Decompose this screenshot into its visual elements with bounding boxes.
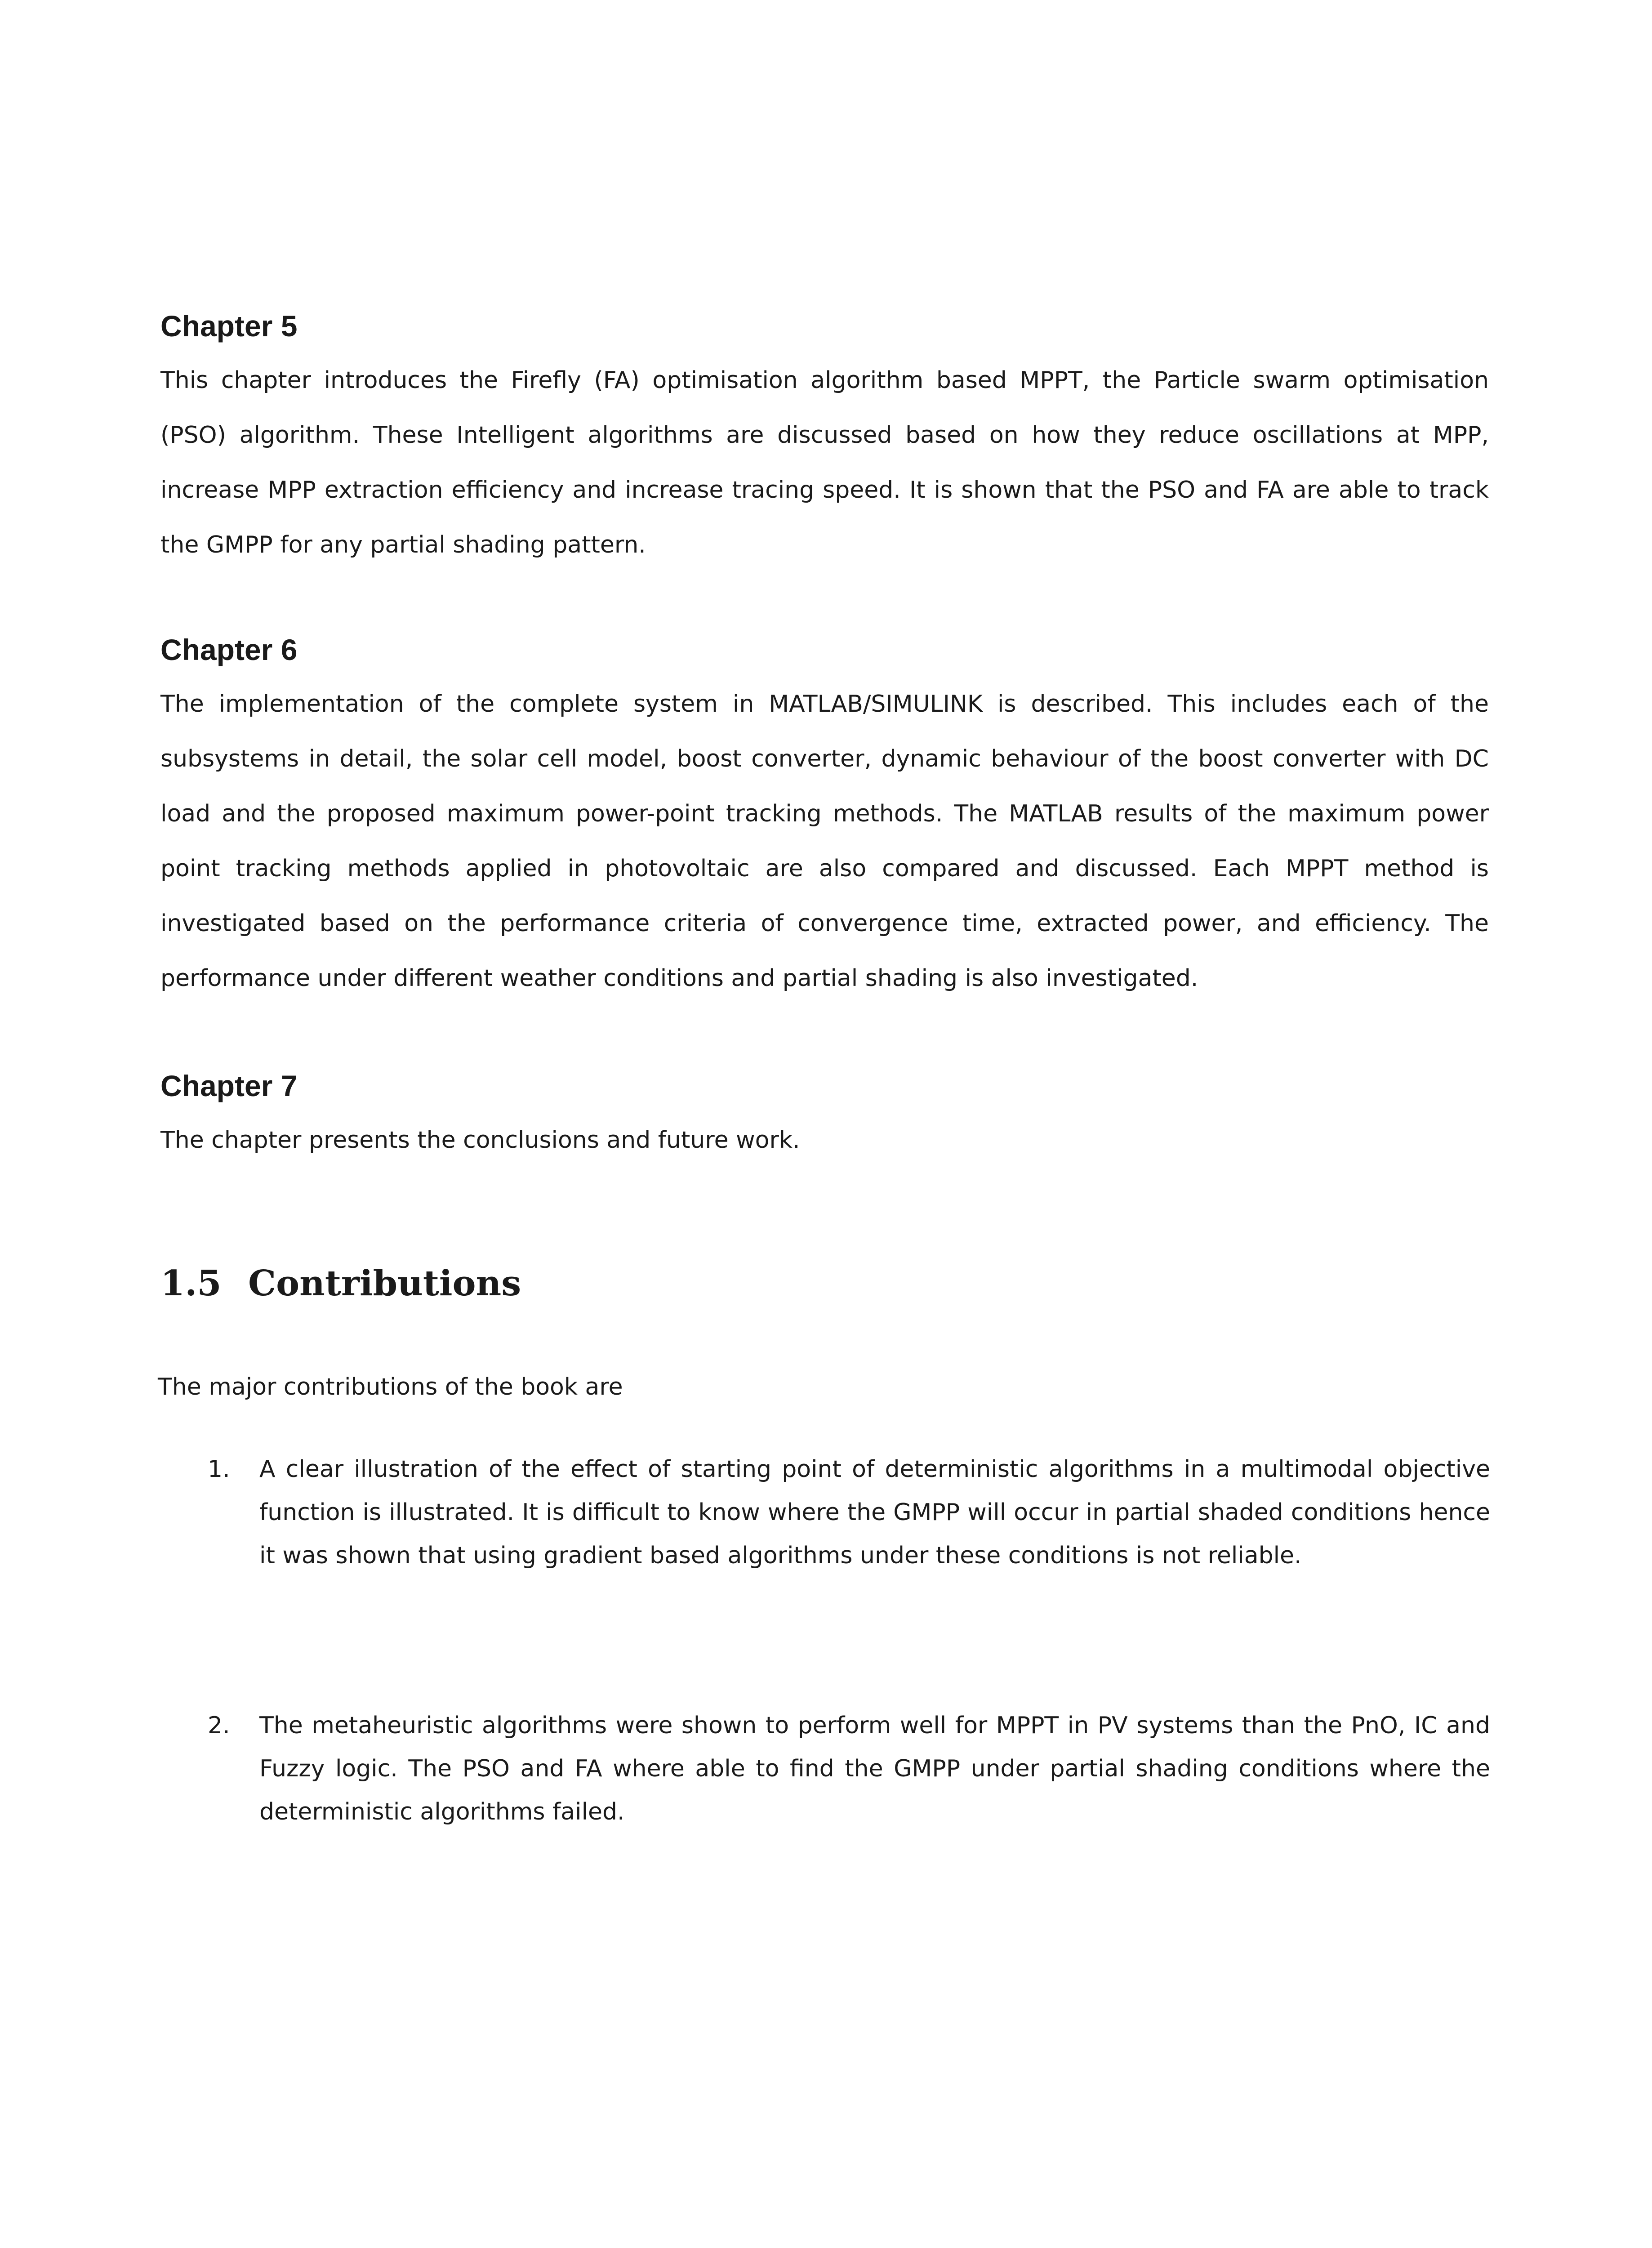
list-number: 2.: [208, 1712, 230, 1739]
chapter-5-heading: Chapter 5: [160, 309, 298, 343]
chapter-5-description: This chapter introduces the Firefly (FA) optimisation algorithm based MPPT, the Particle swarm optimisation (PSO) algorithm. These Intelligent algorithms are discussed based on how they reduce oscillations at MPP, increase MPP extraction efficiency and increase tracing speed. It is shown that the PSO and FA are able to track the GMPP for any partial shading pattern.: [160, 367, 1489, 558]
section-heading: [160, 1261, 521, 1306]
list-number: 1.: [208, 1456, 230, 1483]
section-number: 1.5: [160, 1263, 222, 1304]
chapter-6-heading: Chapter 6: [160, 633, 298, 666]
contribution-item-2: [208, 1704, 1489, 1839]
contributions-intro: The major contributions of the book are: [158, 1374, 623, 1401]
chapter-7-heading: Chapter 7: [160, 1069, 298, 1102]
section-title: Contributions: [248, 1263, 521, 1304]
contribution-item-1: [208, 1448, 1489, 1628]
chapter-6-description: The implementation of the complete system in MATLAB/SIMULINK is described. This includes each of the subsystems in detail, the solar cell model, boost converter, dynamic behaviour of the boost converter with DC load and the proposed maximum power-point tracking methods. The MATLAB results of the maximum power point tracking methods applied in photovoltaic are also compared and discussed. Each MPPT method is investigated based on the performance criteria of convergence time, extracted power, and efficiency. The performance under different weather conditions and partial shading is also investigated.: [160, 691, 1489, 992]
contribution-text: The metaheuristic algorithms were shown to perform well for MPPT in PV systems than the PnO, IC and Fuzzy logic. The PSO and FA where able to find the GMPP under partial shading conditions where the deterministic algorithms failed.: [259, 1712, 1490, 1825]
chapter-7-description: The chapter presents the conclusions and future work.: [160, 1127, 800, 1154]
contribution-text: A clear illustration of the effect of starting point of deterministic algorithms in a multimodal objective function is illustrated. It is difficult to know where the GMPP will occur in partial shaded conditions hence it was shown that using gradient based algorithms under these conditions is not reliable.: [259, 1456, 1490, 1569]
